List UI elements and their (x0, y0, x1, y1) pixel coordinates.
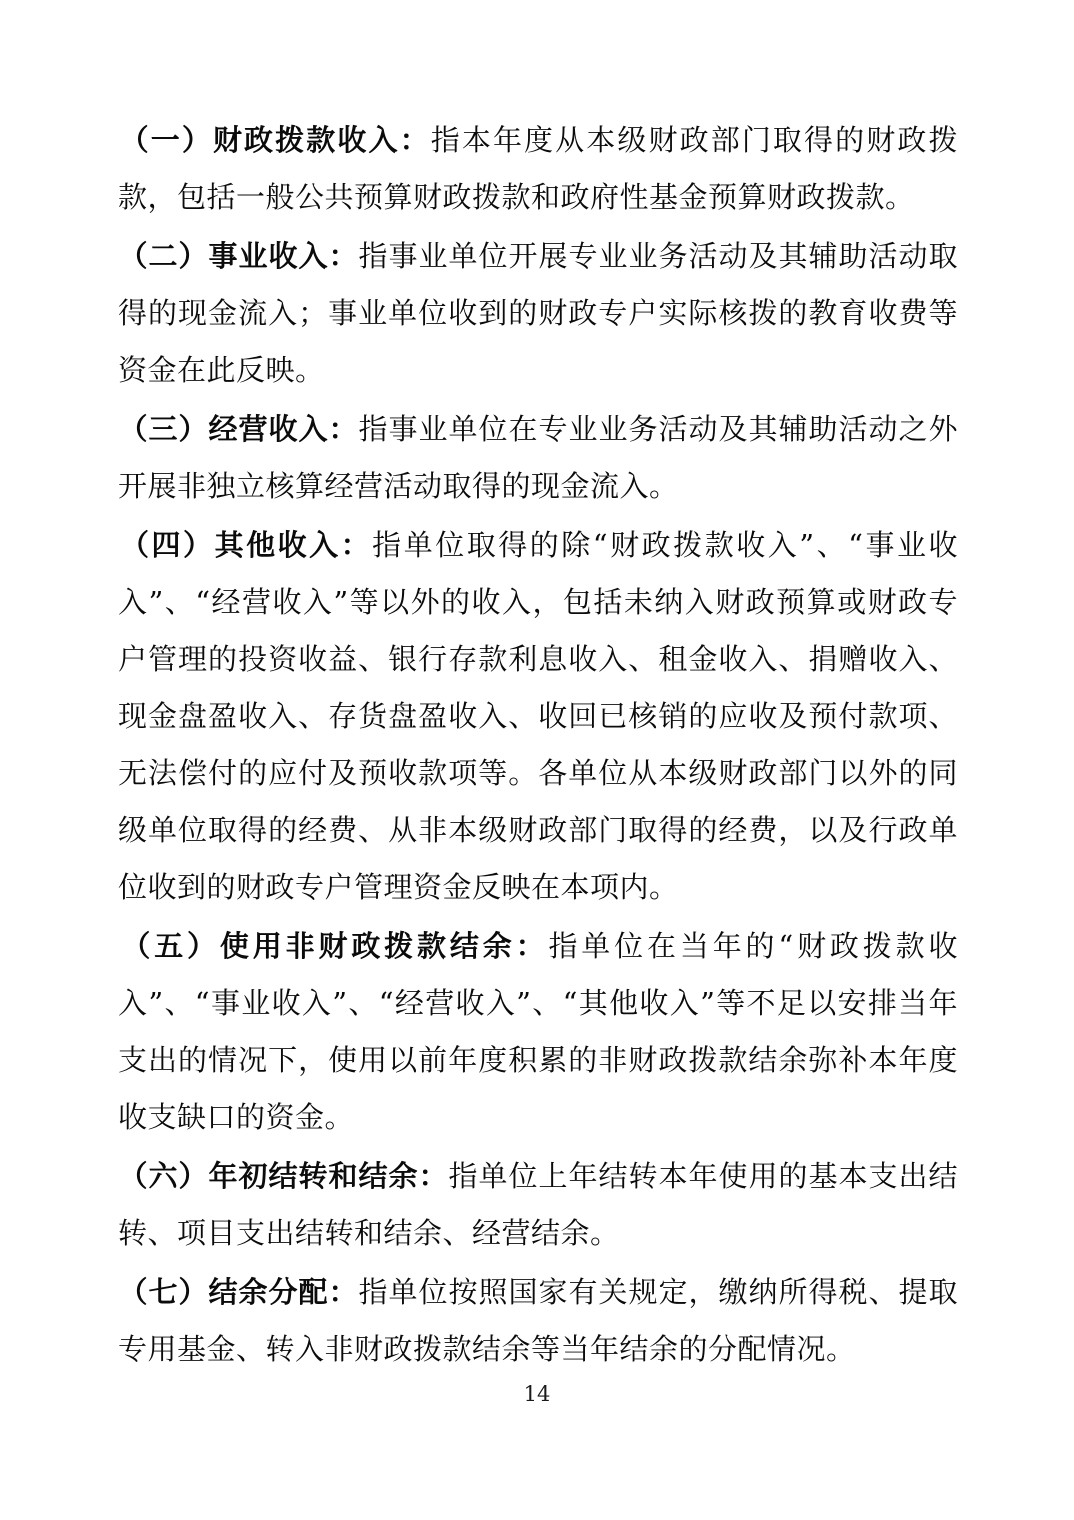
paragraph-3-lead: （三）经营收入： (118, 412, 359, 446)
paragraph-5-lead: （五）使用非财政拨款结余： (118, 929, 549, 963)
paragraph-6-lead: （六）年初结转和结余： (118, 1159, 449, 1193)
document-body (118, 112, 958, 1380)
paragraph-2 (118, 228, 958, 399)
paragraph-7-lead: （七）结余分配： (118, 1275, 359, 1309)
paragraph-4-lead: （四）其他收入： (118, 528, 373, 562)
paragraph-6-body: 指单位上年结转本年使用的基本支出结转、项目支出结转和结余、经营结余。 (118, 1159, 958, 1250)
paragraph-7-body: 指单位按照国家有关规定，缴纳所得税、提取专用基金、转入非财政拨款结余等当年结余的分配情况。 (118, 1275, 958, 1366)
paragraph-1 (118, 112, 958, 226)
paragraph-1-body: 指本年度从本级财政部门取得的财政拨款，包括一般公共预算财政拨款和政府性基金预算财政拨款。 (118, 123, 958, 214)
paragraph-2-body: 指事业单位开展专业业务活动及其辅助活动取得的现金流入；事业单位收到的财政专户实际核拨的教育收费等资金在此反映。 (118, 239, 958, 387)
paragraph-5 (118, 918, 958, 1146)
page-number: 14 (523, 1382, 551, 1406)
paragraph-1-lead: （一）财政拨款收入： (118, 123, 431, 157)
paragraph-6 (118, 1148, 958, 1262)
paragraph-4 (118, 517, 958, 916)
paragraph-4-body: 指单位取得的除“财政拨款收入”、“事业收入”、“经营收入”等以外的收入，包括未纳入财政预算或财政专户管理的投资收益、银行存款利息收入、租金收入、捐赠收入、现金盘盈收入、存货盘盈收入、收回已核销的应收及预付款项、无法偿付的应付及预收款项等。各单位从本级财政部门以外的同级单位取得的经费、从非本级财政部门取得的经费，以及行政单位收到的财政专户管理资金反映在本项内。 (118, 528, 958, 904)
paragraph-5-body: 指单位在当年的“财政拨款收入”、“事业收入”、“经营收入”、“其他收入”等不足以安排当年支出的情况下，使用以前年度积累的非财政拨款结余弥补本年度收支缺口的资金。 (118, 929, 958, 1134)
paragraph-2-lead: （二）事业收入： (118, 239, 359, 273)
paragraph-3-body: 指事业单位在专业业务活动及其辅助活动之外开展非独立核算经营活动取得的现金流入。 (118, 412, 958, 503)
paragraph-3 (118, 401, 958, 515)
paragraph-7 (118, 1264, 958, 1378)
